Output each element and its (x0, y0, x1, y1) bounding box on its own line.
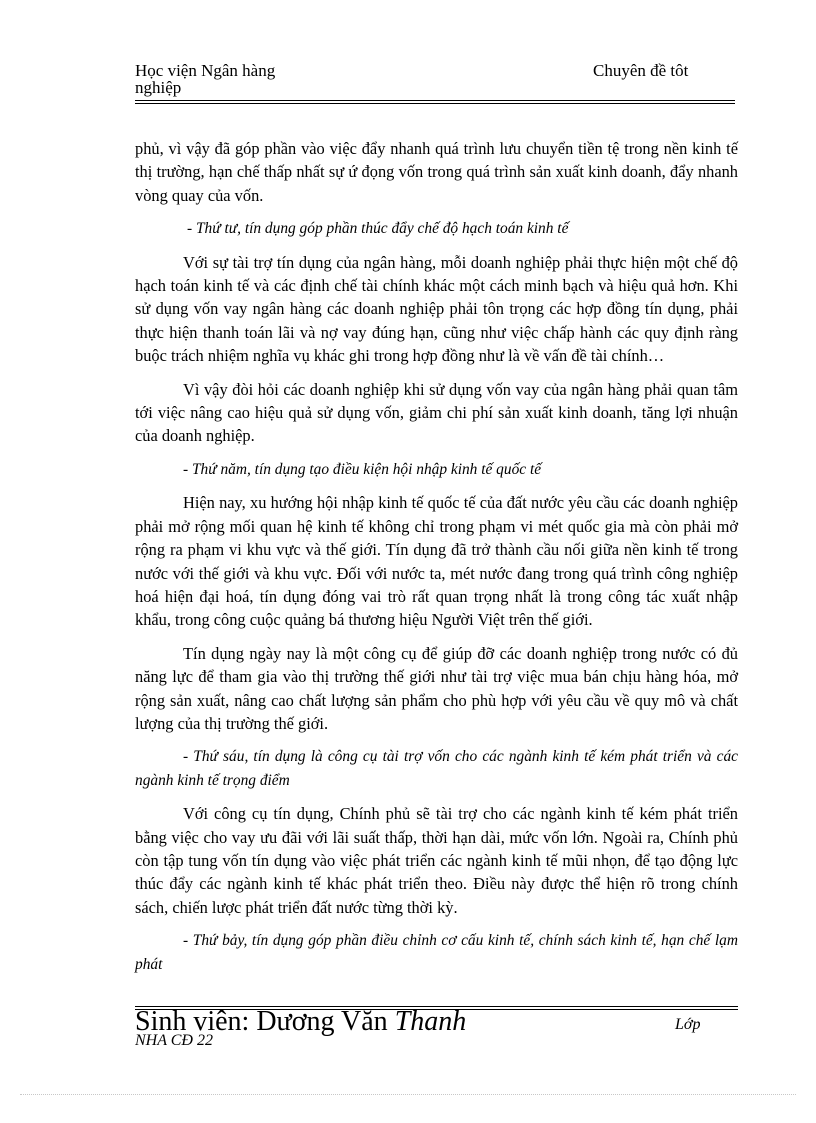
footer-class-label: Lớp (675, 1016, 701, 1033)
page-content (135, 137, 738, 986)
footer-class: NHA CĐ 22 (135, 1032, 213, 1049)
subheading-fourth: - Thứ tư, tín dụng góp phần thúc đẩy chế độ hạch toán kinh tế (187, 220, 569, 238)
paragraph: Hiện nay, xu hướng hội nhập kinh tế quốc tế của đất nước yêu cầu các doanh nghiệp phải mở rộng mối quan hệ kinh tế không chỉ trong phạm vi mét quốc gia mà còn phải mở rộng ra phạm vi khu vực và thế giới. Tín dụng đã trở thành cầu nối giữa nền kinh tế trong nước với thế giới và khu vực. Đối với nước ta, mét nước đang trong quá trình công nghiệp hoá hiện đại hoá, tín dụng đóng vai trò rất quan trọng nhất là trong công tác xuất nhập khẩu, trong công cuộc quảng bá thương hiệu Người Việt trên thế giới. (135, 493, 738, 630)
page-bottom-dotted-line (20, 1094, 796, 1095)
page-header (135, 62, 735, 102)
header-institution-cont: nghiệp (135, 78, 182, 97)
footer-student-name: Thanh (394, 1010, 467, 1037)
header-rule-top (135, 100, 735, 101)
subheading-fifth: - Thứ năm, tín dụng tạo điều kiện hội nhập kinh tế quốc tế (183, 460, 542, 478)
page-footer (135, 1010, 738, 1060)
paragraph-continuation: phủ, vì vậy đã góp phần vào việc đẩy nhanh quá trình lưu chuyển tiền tệ trong nền kinh tế thị trường, hạn chế thấp nhất sự ứ đọng vốn trong quá trình sản xuất kinh doanh, đẩy nhanh vòng quay của vốn. (135, 139, 738, 205)
paragraph: Tín dụng ngày nay là một công cụ để giúp đỡ các doanh nghiệp trong nước có đủ năng lực để tham gia vào thị trường thế giới như tài trợ việc mua bán chịu hàng hóa, mở rộng sản xuất, nâng cao chất lượng sản phẩm cho phù hợp với yêu cầu về quy mô và chất lượng của thị trường thế giới. (135, 643, 738, 733)
paragraph: Với công cụ tín dụng, Chính phủ sẽ tài trợ cho các ngành kinh tế kém phát triển bằng việc cho vay ưu đãi với lãi suất thấp, thời hạn dài, mức vốn lớn. Ngoài ra, Chính phủ còn tập tung vốn tín dụng vào việc phát triển các ngành kinh tế mũi nhọn, để tạo động lực thúc đẩy các ngành kinh tế khác phát triển theo. Điều này được thể hiện rõ trong chính sách, chiến lược phát triển đất nước từng thời kỳ. (135, 804, 738, 917)
header-rule-bottom (135, 103, 735, 104)
header-institution: Học viện Ngân hàng (135, 61, 276, 80)
subheading-sixth: - Thứ sáu, tín dụng là công cụ tài trợ vốn cho các ngành kinh tế kém phát triển và các ngành kinh tế trọng điểm (135, 748, 738, 789)
paragraph: Với sự tài trợ tín dụng của ngân hàng, mỗi doanh nghiệp phải thực hiện một chế độ hạch toán kinh tế và các định chế tài chính khác một cách minh bạch và hiệu quả hơn. Khi sử dụng vốn vay ngân hàng các doanh nghiệp phải tôn trọng các hợp đồng tín dụng, phải thực hiện thanh toán lãi và nợ vay đúng hạn, cũng như việc chấp hành các quy định ràng buộc trách nhiệm nghĩa vụ khác ghi trong hợp đồng như là về vấn đề tài chính… (135, 252, 738, 366)
paragraph: Vì vậy đòi hỏi các doanh nghiệp khi sử dụng vốn vay của ngân hàng phải quan tâm tới việc nâng cao hiệu quả sử dụng vốn, giảm chi phí sản xuất kinh doanh, tăng lợi nhuận của doanh nghiệp. (135, 379, 738, 446)
footer-rule-top (135, 1006, 738, 1007)
subheading-seventh: - Thứ bảy, tín dụng góp phần điều chỉnh cơ cấu kinh tế, chính sách kinh tế, hạn chế lạm phát (135, 932, 738, 973)
header-right: Chuyên đề tôt (593, 61, 689, 80)
footer-student-label: Sinh viên: Dương Văn (135, 1010, 395, 1037)
header-left (135, 62, 275, 96)
